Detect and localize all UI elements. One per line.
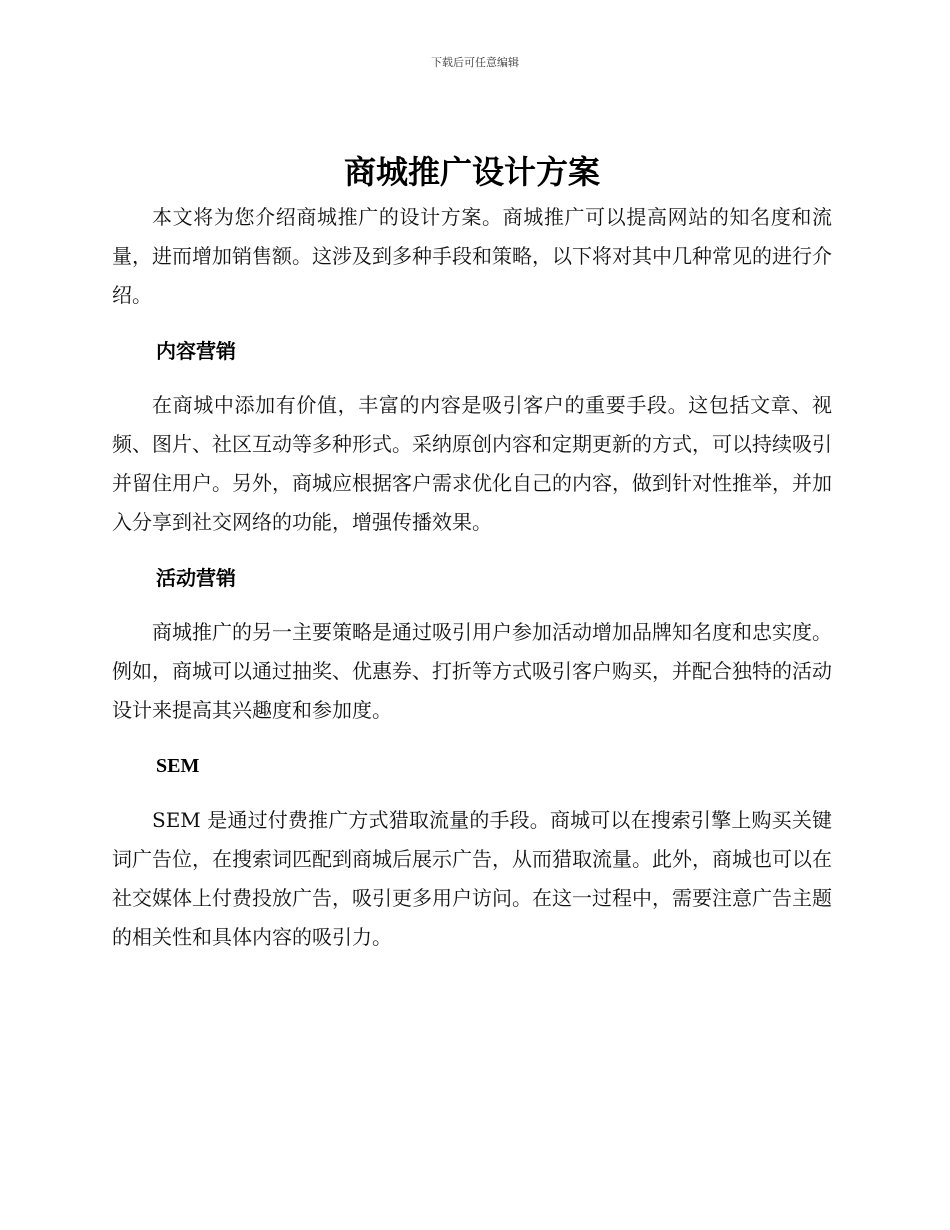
section-content-marketing [112, 337, 832, 542]
intro-paragraph: 本文将为您介绍商城推广的设计方案。商城推广可以提高网站的知名度和流量，进而增加销售额。这涉及到多种手段和策略，以下将对其中几种常见的进行介绍。 [112, 205, 832, 307]
section-heading: 活动营销 [156, 566, 236, 590]
section-paragraph: 商城推广的另一主要策略是通过吸引用户参加活动增加品牌知名度和忠实度。例如，商城可以通过抽奖、优惠券、打折等方式吸引客户购买，并配合独特的活动设计来提高其兴趣度和参加度。 [112, 620, 832, 722]
section-paragraph: SEM 是通过付费推广方式猎取流量的手段。商城可以在搜索引擎上购买关键词广告位，在搜索词匹配到商城后展示广告，从而猎取流量。此外，商城也可以在社交媒体上付费投放广告，吸引更多用户访问。在这一过程中，需要注意广告主题的相关性和具体内容的吸引力。 [112, 808, 832, 949]
document-body [112, 150, 832, 957]
section-paragraph: 在商城中添加有价值，丰富的内容是吸引客户的重要手段。这包括文章、视频、图片、社区互动等多种形式。采纳原创内容和定期更新的方式，可以持续吸引并留住用户。另外，商城应根据客户需求优化自己的内容，做到针对性推举，并加入分享到社交网络的功能，增强传播效果。 [112, 393, 832, 534]
section-heading: 内容营销 [156, 339, 236, 363]
page-header-note: 下载后可任意编辑 [431, 56, 519, 69]
section-sem [112, 752, 832, 957]
section-heading: SEM [156, 755, 200, 777]
section-event-marketing [112, 564, 832, 730]
document-title: 商城推广设计方案 [343, 153, 600, 191]
